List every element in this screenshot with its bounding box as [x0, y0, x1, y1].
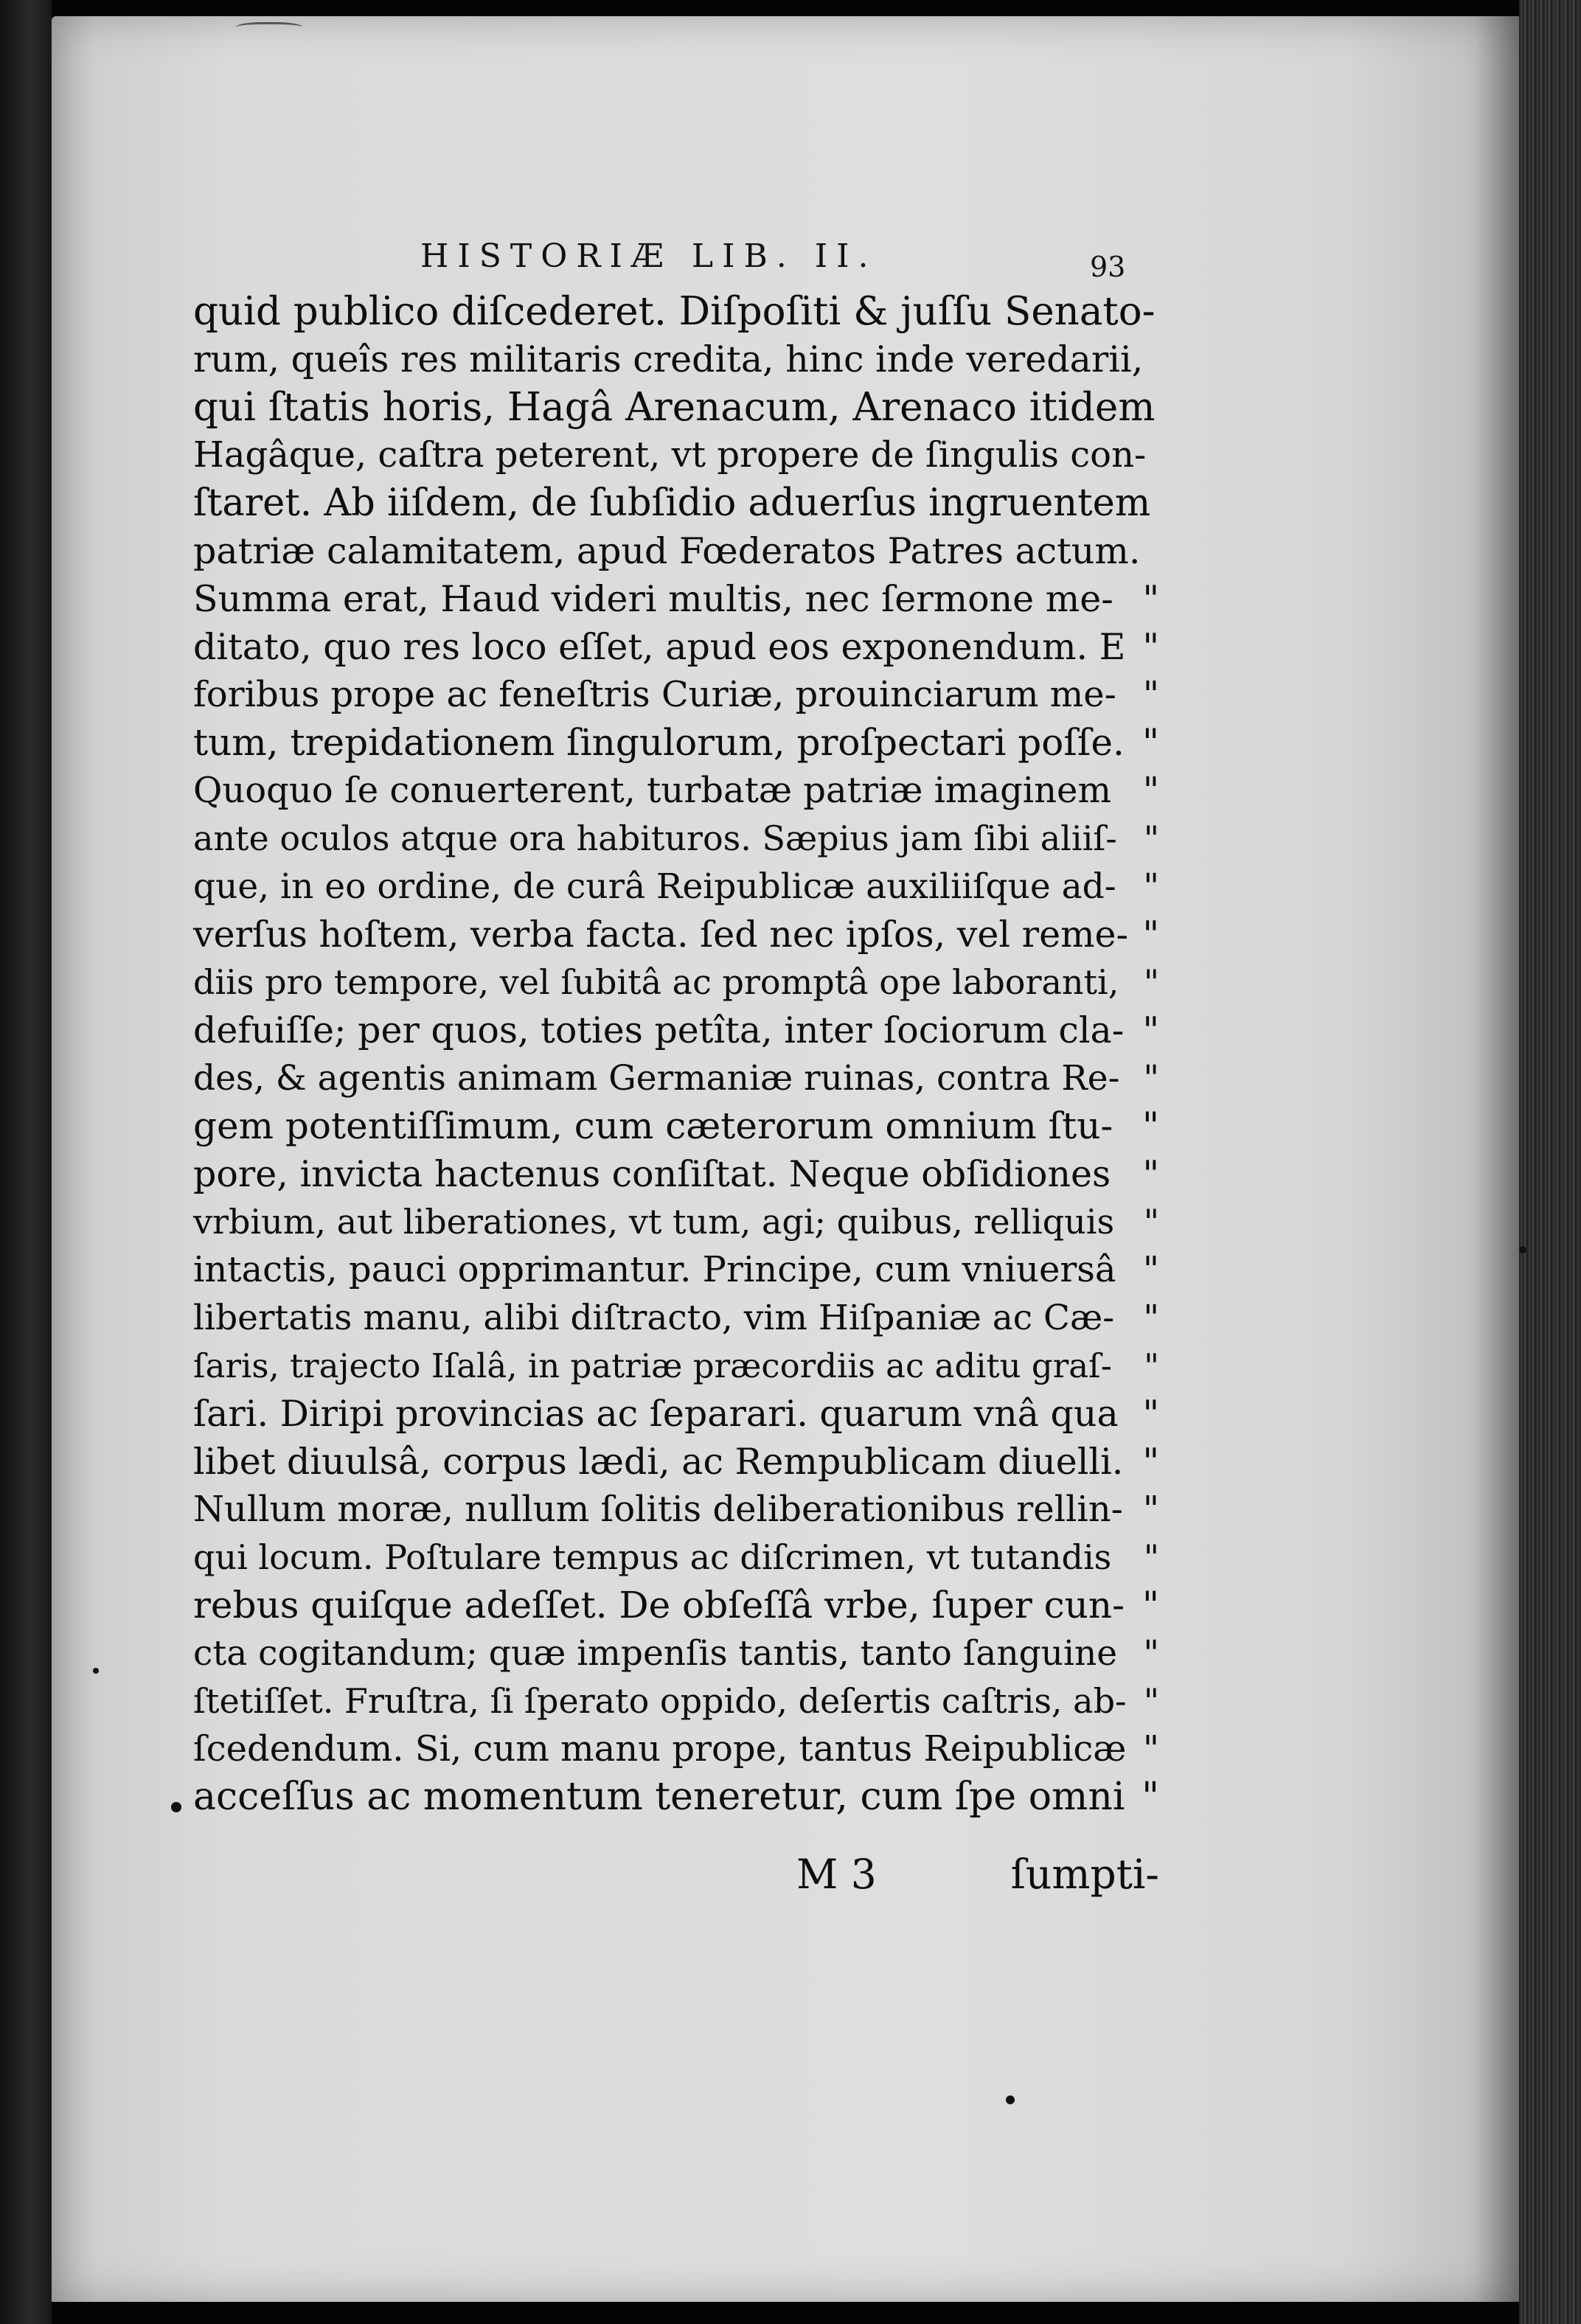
text-line: [193, 1390, 1159, 1438]
quotation-mark: ": [1142, 1728, 1159, 1770]
line-text: defuiſſe; per quos, toties petîta, inter ſociorum cla-: [193, 1009, 1125, 1051]
text-line: [193, 1629, 1159, 1677]
text-line: [193, 767, 1159, 815]
line-text: vrbium, aut liberationes, vt tum, agi; quibus, relliquis: [193, 1202, 1115, 1242]
line-text: libet diuulsâ, corpus lædi, ac Rempublicam diuelli.: [193, 1441, 1124, 1483]
text-line: [193, 1150, 1159, 1198]
catchword: ſumpti-: [1010, 1851, 1159, 1898]
line-text: qui ſtatis horis, Hagâ Arenacum, Arenaco itidem: [193, 385, 1156, 430]
ink-speck: [93, 1668, 99, 1674]
line-text: ſaris, trajecto Iſalâ, in patriæ præcordiis ac aditu graſ-: [193, 1346, 1112, 1385]
text-line: [193, 1198, 1159, 1246]
line-text: tum, trepidationem ſingulorum, proſpectari poſſe.: [193, 721, 1125, 764]
quotation-mark: ": [1143, 1633, 1159, 1674]
line-text: quid publico diſcederet. Diſpoſiti & juſſu Senato-: [193, 289, 1156, 334]
quotation-mark: ": [1143, 866, 1159, 907]
quotation-mark: ": [1143, 1681, 1159, 1721]
line-text: diis pro tempore, vel ſubitâ ac promptâ ope laboranti,: [193, 962, 1119, 1002]
text-line: [193, 1006, 1159, 1054]
running-head: HISTORIÆ LIB. II.: [420, 237, 878, 275]
line-text: pore, invicta hactenus conſiſtat. Neque obſidiones: [193, 1153, 1111, 1195]
line-text: ditato, quo res loco eſſet, apud eos exponendum. E: [193, 626, 1126, 668]
line-text: Hagâque, caſtra peterent, vt propere de ſingulis con-: [193, 434, 1147, 476]
line-text: Quoquo ſe conuerterent, turbatæ patriæ imaginem: [193, 770, 1111, 811]
quotation-mark: ": [1142, 1153, 1159, 1195]
quotation-mark: ": [1142, 674, 1159, 715]
text-line: [193, 623, 1159, 671]
text-line: [193, 1294, 1159, 1342]
text-line: [193, 1677, 1159, 1725]
text-line: [193, 1246, 1159, 1294]
quotation-mark: ": [1142, 1393, 1159, 1435]
line-text: Nullum moræ, nullum ſolitis deliberationibus rellin-: [193, 1489, 1123, 1530]
quotation-mark: ": [1143, 818, 1159, 858]
quotation-mark: ": [1143, 962, 1159, 1002]
quotation-mark: ": [1143, 1298, 1159, 1338]
quotation-mark: ": [1143, 1058, 1159, 1099]
quotation-mark: ": [1142, 1441, 1159, 1483]
line-text: Summa erat, Haud videri multis, nec ſermone me-: [193, 578, 1113, 620]
line-text: ſtaret. Ab iiſdem, de ſubſidio aduerſus ingruentem: [193, 481, 1151, 525]
line-text: rebus quiſque adeſſet. De obſeſſâ vrbe, ſuper cun-: [193, 1584, 1125, 1627]
quotation-mark: ": [1142, 721, 1159, 764]
text-line: [193, 1054, 1159, 1102]
quotation-mark: ": [1142, 770, 1159, 811]
quotation-mark: ": [1142, 1249, 1159, 1290]
line-text: foribus prope ac feneſtris Curiæ, prouinciarum me-: [193, 674, 1116, 715]
line-text: ante oculos atque ora habituros. Sæpius jam ſibi aliiſ-: [193, 818, 1117, 858]
line-text: gem potentiſſimum, cum cæterorum omnium ſtu-: [193, 1104, 1113, 1147]
line-text: des, & agentis animam Germaniæ ruinas, contra Re-: [193, 1058, 1120, 1099]
line-text: ſtetiſſet. Fruſtra, ſi ſperato oppido, deſertis caſtris, ab-: [193, 1681, 1127, 1721]
text-line: [193, 911, 1159, 959]
quotation-mark: ": [1143, 1537, 1159, 1577]
quotation-mark: ": [1142, 1775, 1159, 1819]
ink-speck: [1519, 1246, 1526, 1253]
text-line: [193, 479, 1159, 527]
quotation-mark: ": [1143, 1202, 1159, 1242]
text-line: [193, 431, 1159, 479]
line-text: libertatis manu, alibi diſtracto, vim Hiſpaniæ ac Cæ-: [193, 1298, 1115, 1338]
line-text: patriæ calamitatem, apud Fœderatos Patres actum.: [193, 530, 1141, 572]
line-text: intactis, pauci opprimantur. Principe, cum vniuersâ: [193, 1249, 1116, 1290]
quotation-mark: ": [1142, 1009, 1159, 1051]
text-line: [193, 815, 1159, 863]
body-text: [193, 288, 1159, 1821]
line-text: ſcedendum. Si, cum manu prope, tantus Reipublicæ: [193, 1728, 1127, 1770]
signature-mark: M 3: [796, 1851, 877, 1898]
line-text: rum, queîs res militaris credita, hinc inde veredarii,: [193, 338, 1144, 380]
text-line: [193, 1486, 1159, 1534]
text-line: [193, 1773, 1159, 1821]
quotation-mark: ": [1142, 578, 1159, 620]
text-line: [193, 1725, 1159, 1773]
quotation-mark: ": [1142, 1104, 1159, 1147]
text-line: [193, 1342, 1159, 1390]
text-line: [193, 1582, 1159, 1629]
quotation-mark: ": [1142, 1489, 1159, 1530]
text-line: [193, 719, 1159, 767]
text-line: [193, 288, 1159, 335]
text-line: [193, 1534, 1159, 1582]
quotation-mark: ": [1144, 1346, 1159, 1385]
line-text: verſus hoſtem, verba facta. ſed nec ipſos, vel reme-: [193, 914, 1129, 956]
text-line: [193, 527, 1159, 575]
text-line: [193, 575, 1159, 623]
text-line: [193, 335, 1159, 383]
page-footer: [193, 1851, 1159, 1902]
text-line: [193, 1102, 1159, 1150]
quotation-mark: ": [1142, 1584, 1159, 1627]
line-text: acceſſus ac momentum teneretur, cum ſpe omni: [193, 1775, 1125, 1819]
ink-speck: [171, 1802, 181, 1812]
ink-speck: [1006, 2095, 1015, 2104]
page-stack-edge: [1519, 0, 1581, 2324]
text-line: [193, 1438, 1159, 1486]
ink-mark: [236, 22, 302, 35]
text-line: [193, 671, 1159, 719]
quotation-mark: ": [1142, 626, 1159, 668]
text-line: [193, 959, 1159, 1006]
line-text: qui locum. Poſtulare tempus ac diſcrimen, vt tutandis: [193, 1537, 1112, 1577]
text-line: [193, 863, 1159, 911]
quotation-mark: ": [1142, 914, 1159, 956]
binding-edge: [0, 0, 52, 2324]
line-text: cta cogitandum; quæ impenſis tantis, tanto ſanguine: [193, 1633, 1118, 1674]
line-text: ſari. Diripi provincias ac ſeparari. quarum vnâ qua: [193, 1393, 1119, 1435]
page-fold-shadow: [1475, 16, 1519, 2302]
text-line: [193, 383, 1159, 431]
line-text: que, in eo ordine, de curâ Reipublicæ auxiliiſque ad-: [193, 866, 1116, 907]
page-number: 93: [1090, 251, 1126, 283]
